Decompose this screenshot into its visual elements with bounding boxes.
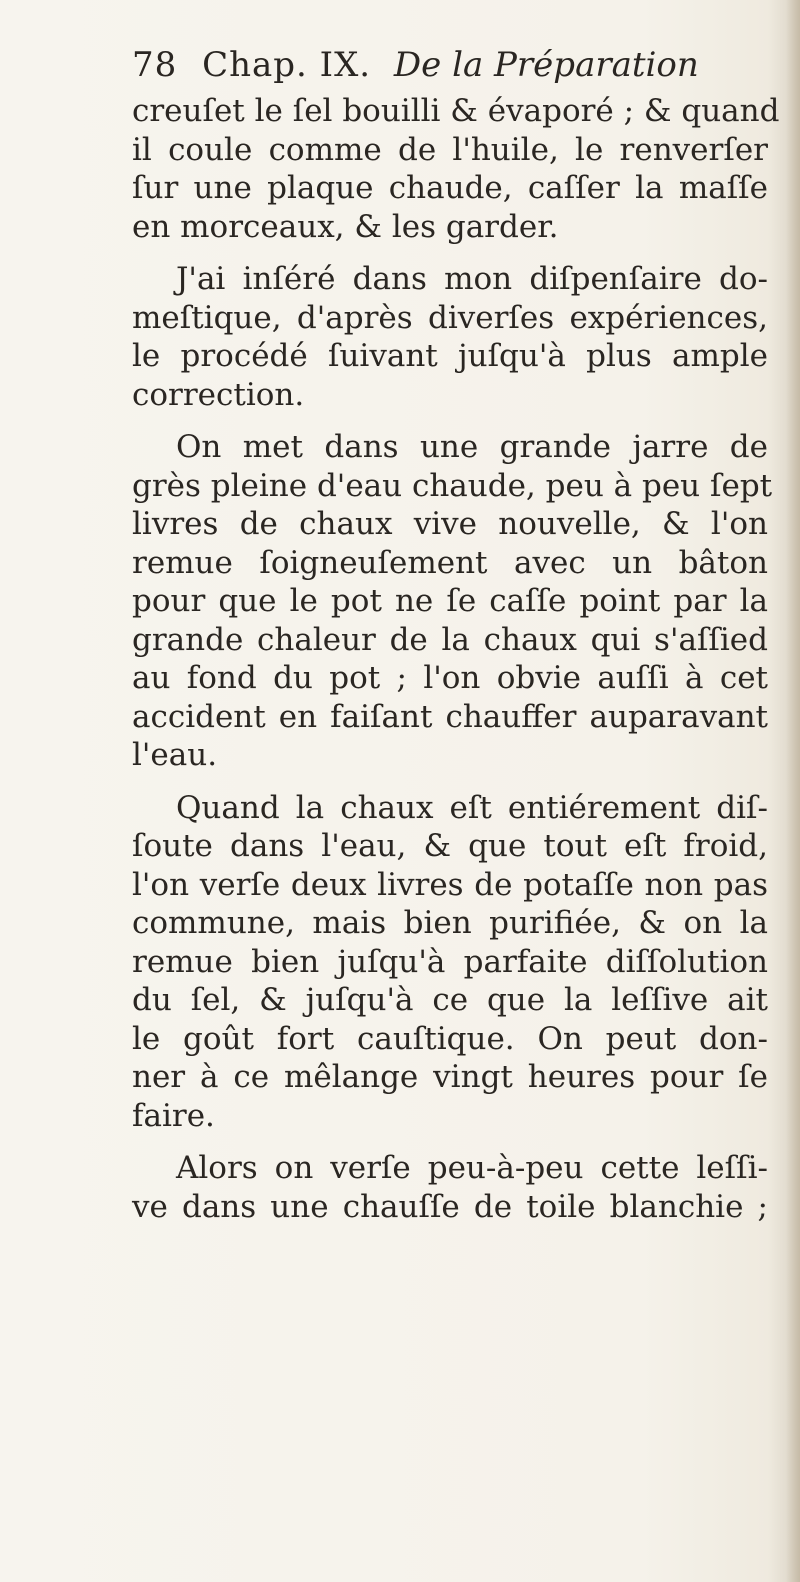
- paragraph-3: [132, 428, 773, 775]
- text-line: le procédé ſuivant juſqu'à plus ample: [132, 338, 768, 374]
- text-line: ſoute dans l'eau, & que tout eſt froid,: [132, 828, 768, 864]
- text-line: faire.: [132, 1097, 215, 1134]
- text-line: remue bien juſqu'à parfaite diſſolution: [132, 943, 768, 980]
- text-line: du ſel, & juſqu'à ce que la leſſive ait: [132, 982, 768, 1018]
- text-line: l'on verſe deux livres de potaſſe non pas: [132, 866, 768, 903]
- text-line: correction.: [132, 376, 305, 413]
- text-line: commune, mais bien purifiée, & on la: [132, 905, 768, 941]
- text-line: ſur une plaque chaude, caſſer la maſſe: [132, 170, 768, 206]
- paragraph-5: [132, 1149, 768, 1226]
- body-text: [132, 92, 780, 1240]
- text-line: au fond du pot ; l'on obvie auſſi à cet: [132, 660, 768, 696]
- running-header: [132, 40, 752, 90]
- text-line: meſtique, d'après diverſes expériences,: [132, 299, 768, 336]
- paragraph-4: [132, 789, 768, 1136]
- text-line: le goût fort cauſtique. On peut don-: [132, 1020, 768, 1057]
- text-line: grès pleine d'eau chaude, peu à peu ſept: [132, 467, 773, 504]
- text-line: Quand la chaux eſt entiérement diſ-: [176, 789, 768, 826]
- text-line: ve dans une chauſſe de toile blanchie ;: [132, 1188, 768, 1225]
- page-number: 78: [132, 45, 178, 85]
- text-line: livres de chaux vive nouvelle, & l'on: [132, 506, 768, 542]
- chapter-title: De la Préparation: [393, 45, 699, 85]
- chapter-label: Chap. IX.: [202, 45, 372, 85]
- text-line: l'eau.: [132, 737, 218, 773]
- text-line: pour que le pot ne ſe caſſe point par la: [132, 583, 768, 619]
- text-line: creuſet le ſel bouilli & évaporé ; & quand: [132, 93, 780, 129]
- text-line: remue ſoigneuſement avec un bâton: [132, 544, 768, 581]
- text-line: ner à ce mêlange vingt heures pour ſe: [132, 1059, 768, 1095]
- text-line: Alors on verſe peu-à-peu cette leſſi-: [176, 1150, 768, 1186]
- text-line: il coule comme de l'huile, le renverſer: [132, 131, 768, 168]
- text-line: accident en faiſant chauffer auparavant: [132, 698, 768, 735]
- text-line: J'ai inſéré dans mon diſpenſaire do-: [176, 261, 768, 297]
- paragraph-2: [132, 260, 768, 414]
- text-line: en morceaux, & les garder.: [132, 208, 559, 245]
- text-line: grande chaleur de la chaux qui s'aſſied: [132, 621, 768, 658]
- page-edge-shadow: [786, 0, 800, 1582]
- paragraph-1: [132, 92, 780, 246]
- text-line: On met dans une grande jarre de: [176, 429, 768, 465]
